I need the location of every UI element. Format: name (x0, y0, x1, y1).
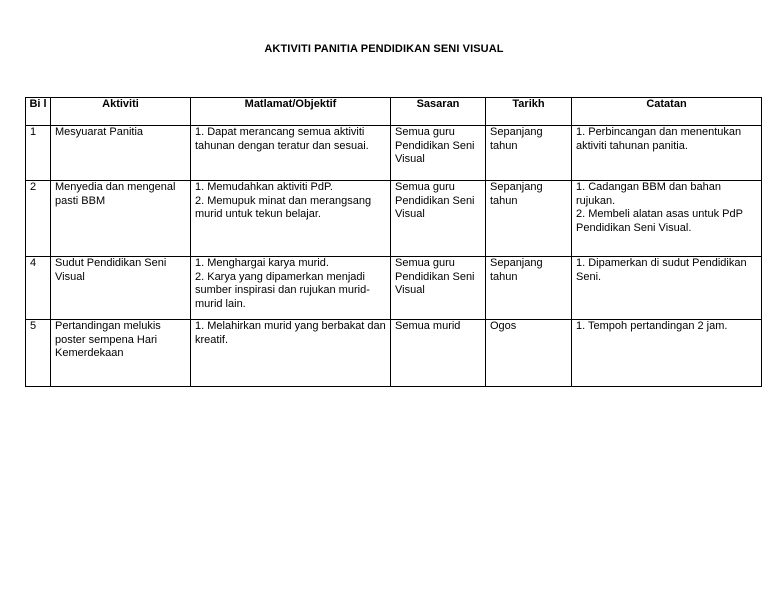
cell-sasaran: Semua guru Pendidikan Seni Visual (391, 181, 486, 257)
cell-matlamat (191, 181, 391, 257)
cell-bil: 1 (26, 126, 51, 181)
cell-bil: 4 (26, 257, 51, 320)
cell-sasaran: Semua murid (391, 320, 486, 387)
cell-matlamat (191, 320, 391, 387)
table-row (26, 320, 762, 387)
cell-aktiviti: Mesyuarat Panitia (51, 126, 191, 181)
catatan-line: 1. Dipamerkan di sudut Pendidikan Seni. (576, 257, 747, 283)
table-row (26, 126, 762, 181)
header-catatan: Catatan (572, 98, 762, 126)
catatan-line: 1. Perbincangan dan menentukan aktiviti tahunan panitia. (576, 126, 742, 152)
table-row (26, 181, 762, 257)
table-header-row (26, 98, 762, 126)
header-sasaran: Sasaran (391, 98, 486, 126)
cell-tarikh: Sepanjang tahun (486, 257, 572, 320)
header-tarikh: Tarikh (486, 98, 572, 126)
matlamat-line: 1. Melahirkan murid yang berbakat dan kreatif. (195, 320, 386, 346)
catatan-line: 1. Tempoh pertandingan 2 jam. (576, 320, 728, 332)
header-aktiviti: Aktiviti (51, 98, 191, 126)
cell-sasaran: Semua guru Pendidikan Seni Visual (391, 257, 486, 320)
cell-matlamat (191, 126, 391, 181)
cell-aktiviti: Menyedia dan mengenal pasti BBM (51, 181, 191, 257)
matlamat-line: 2. Karya yang dipamerkan menjadi sumber inspirasi dan rujukan murid-murid lain. (195, 270, 370, 310)
page-title: AKTIVITI PANITIA PENDIDIKAN SENI VISUAL (264, 43, 504, 55)
cell-aktiviti: Sudut Pendidikan Seni Visual (51, 257, 191, 320)
header-matlamat: Matlamat/Objektif (191, 98, 391, 126)
cell-catatan (572, 257, 762, 320)
catatan-line: 2. Membeli alatan asas untuk PdP Pendidikan Seni Visual. (576, 208, 743, 234)
matlamat-line: 1. Menghargai karya murid. (195, 257, 329, 269)
cell-tarikh: Sepanjang tahun (486, 126, 572, 181)
header-bil: Bi l (26, 98, 51, 126)
catatan-line: 1. Cadangan BBM dan bahan rujukan. (576, 181, 721, 207)
cell-aktiviti: Pertandingan melukis poster sempena Hari Kemerdekaan (51, 320, 191, 387)
cell-catatan (572, 126, 762, 181)
matlamat-line: 1. Dapat merancang semua aktiviti tahunan dengan teratur dan sesuai. (195, 126, 369, 152)
activity-table (25, 97, 762, 387)
cell-sasaran: Semua guru Pendidikan Seni Visual (391, 126, 486, 181)
cell-tarikh: Ogos (486, 320, 572, 387)
cell-matlamat (191, 257, 391, 320)
cell-catatan (572, 181, 762, 257)
matlamat-line: 1. Memudahkan aktiviti PdP. (195, 181, 333, 193)
table-row (26, 257, 762, 320)
cell-bil: 2 (26, 181, 51, 257)
cell-bil: 5 (26, 320, 51, 387)
cell-catatan (572, 320, 762, 387)
cell-tarikh: Sepanjang tahun (486, 181, 572, 257)
matlamat-line: 2. Memupuk minat dan merangsang murid untuk tekun belajar. (195, 194, 372, 220)
